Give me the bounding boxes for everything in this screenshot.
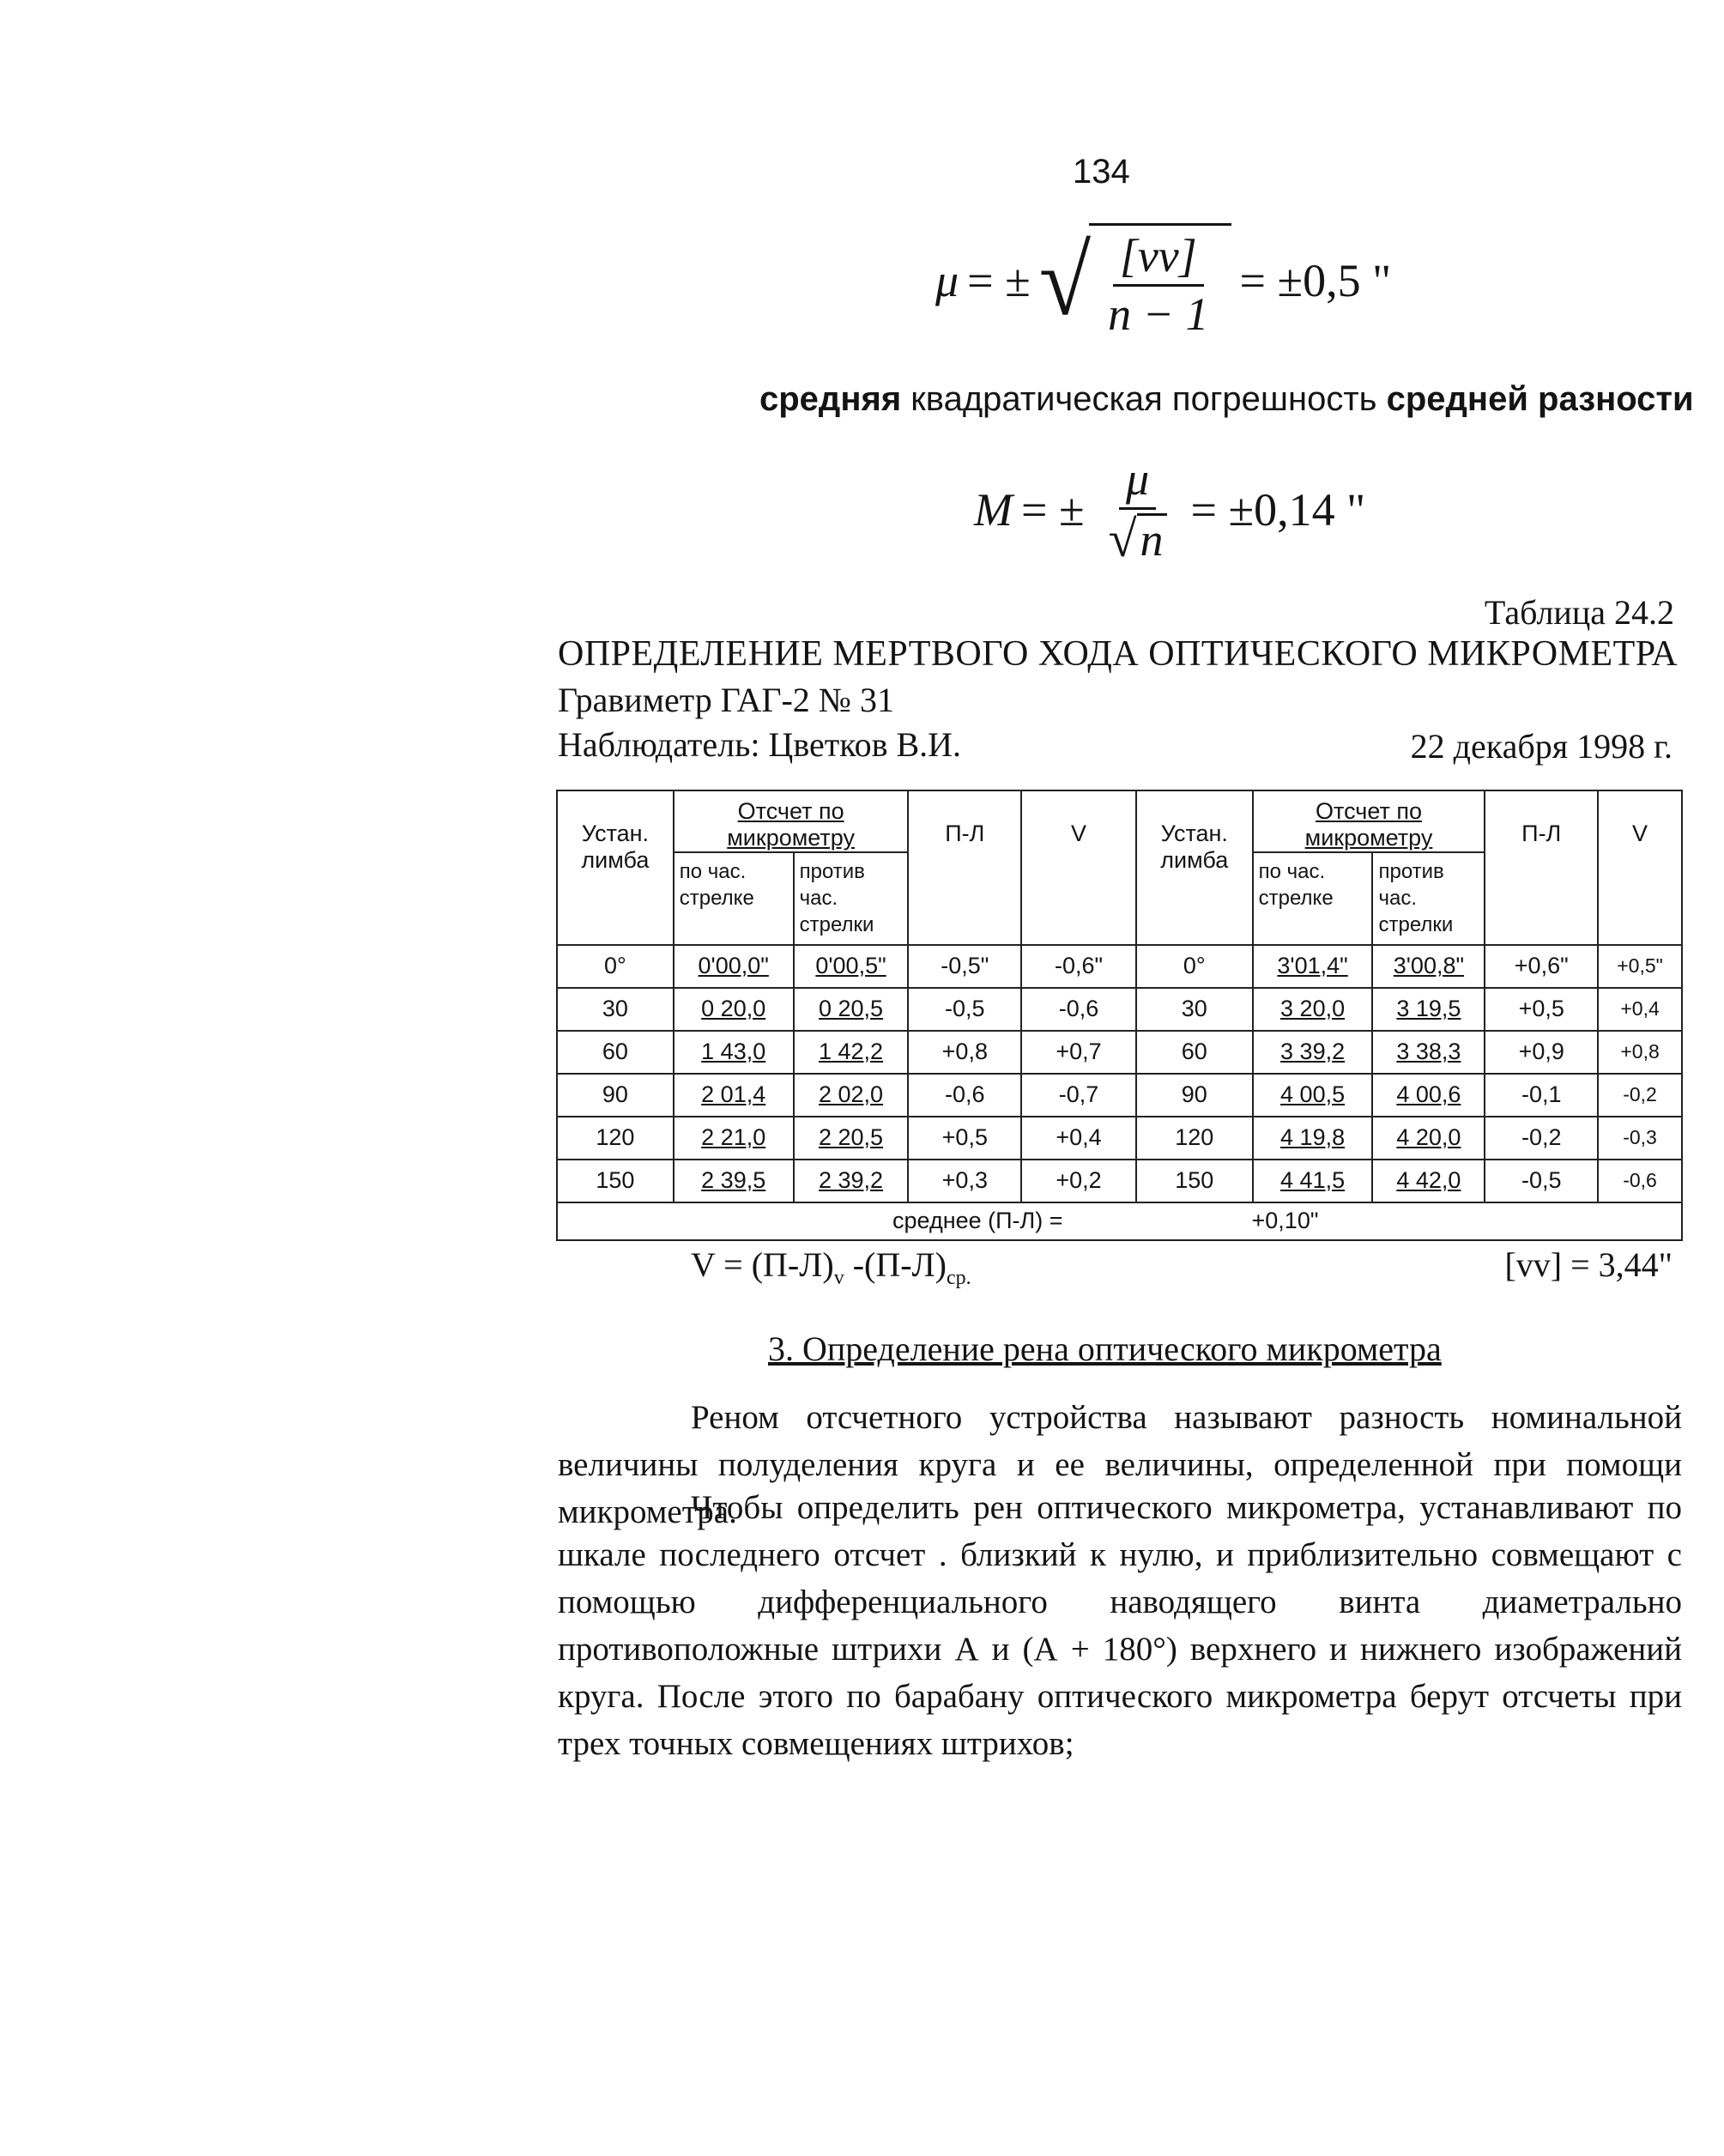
table-cell-right: 90 [1136, 1074, 1253, 1117]
table-cell-left: 120 [557, 1117, 674, 1160]
formula-m-result: = ±0,14 " [1190, 484, 1366, 536]
table-cell-left: +0,2 [1021, 1160, 1136, 1202]
formula-mu [935, 223, 1400, 338]
table-mean-row [557, 1202, 1682, 1240]
table-cell-left: 2 01,4 [674, 1074, 794, 1117]
header-counter-left: против час. стрелки [794, 852, 909, 945]
caption-mean-error [759, 380, 1694, 419]
header-pl-left: П-Л [908, 790, 1021, 945]
table-cell-left: -0,6 [1021, 988, 1136, 1031]
page-number: 134 [1073, 153, 1130, 191]
dead-travel-table [556, 790, 1683, 1241]
table-cell-right: -0,3 [1598, 1117, 1682, 1160]
table-body [557, 945, 1682, 1202]
formula-mu-sqrt [1039, 223, 1231, 338]
table-cell-right: +0,6" [1485, 945, 1598, 988]
formula-m-lhs: M [974, 484, 1013, 536]
formula-mu-radicand [1089, 223, 1231, 338]
table-cell-right: -0,1 [1485, 1074, 1598, 1117]
header-clockwise-right: по час. стрелке [1253, 852, 1373, 945]
header-pl-right: П-Л [1485, 790, 1598, 945]
header-counter-right: против час. стрелки [1372, 852, 1485, 945]
table-cell-left: -0,6 [908, 1074, 1021, 1117]
header-limb-left: Устан. лимба [557, 790, 674, 945]
table-cell-left: 2 02,0 [794, 1074, 909, 1117]
table-row [557, 1074, 1682, 1117]
formula-m-fraction [1102, 455, 1174, 565]
table-cell-right: 4 41,5 [1253, 1160, 1373, 1202]
small-radical-sign-icon: √ [1108, 510, 1137, 567]
table-cell-right: 3'00,8" [1372, 945, 1485, 988]
table-cell-left: -0,5 [908, 988, 1021, 1031]
table-cell-right: 4 00,6 [1372, 1074, 1485, 1117]
paragraph-2: Чтобы определить рен оптического микрометра, устанавливают по шкале последнего отсчет . близкий к нулю, и приблизительно совмещают с помощью дифференциального наводящего винта диаметрально противоположные штрихи А и (А + 180°) верхнего и нижнего изображений круга. После этого по барабану оптического микрометра берут отсчеты при трех точных совмещениях штрихов; [558, 1489, 1682, 1762]
table-cell-right: 3 19,5 [1372, 988, 1485, 1031]
paragraph-1: Реном отсчетного устройства называют разность номинальной величины полуделения круга и ее величины, определенной при помощи микрометра. [558, 1399, 1682, 1530]
table-cell-right: 3 39,2 [1253, 1031, 1373, 1074]
table-cell-left: 1 43,0 [674, 1031, 794, 1074]
table-cell-left: 0'00,5" [794, 945, 909, 988]
table-cell-right: 60 [1136, 1031, 1253, 1074]
table-cell-right: +0,9 [1485, 1031, 1598, 1074]
mean-value: +0,10" [1251, 1208, 1319, 1234]
table-cell-left: 0 20,0 [674, 988, 794, 1031]
table-cell-left: 30 [557, 988, 674, 1031]
table-cell-right: 30 [1136, 988, 1253, 1031]
table-row [557, 945, 1682, 988]
formula-mu-fraction [1101, 232, 1215, 338]
formula-mu-result: = ±0,5 " [1239, 255, 1392, 307]
table-cell-left: 0'00,0" [674, 945, 794, 988]
table-cell-left: 2 20,5 [794, 1117, 909, 1160]
mean-label: среднее (П-Л) = [892, 1208, 1063, 1234]
header-clockwise-left: по час. стрелке [674, 852, 794, 945]
radical-sign-icon: √ [1038, 226, 1092, 336]
table-cell-left: -0,6" [1021, 945, 1136, 988]
note-vv-sum: [vv] = 3,44" [1504, 1245, 1673, 1284]
table-cell-left: 0° [557, 945, 674, 988]
table-cell-left: +0,7 [1021, 1031, 1136, 1074]
table-cell-left: +0,3 [908, 1160, 1021, 1202]
caption-part-3: средней разности [1386, 380, 1694, 418]
formula-m-numerator: μ [1119, 455, 1156, 510]
caption-part-2: квадратическая погрешность [901, 380, 1387, 418]
table-cell-right: 4 42,0 [1372, 1160, 1485, 1202]
table-cell-left: -0,5" [908, 945, 1021, 988]
table-cell-left: 2 39,2 [794, 1160, 909, 1202]
note-v-formula: $V = (П-Л)_v$ $-(П-Л)_{ср.}$ [691, 1245, 971, 1289]
table-cell-left: 60 [557, 1031, 674, 1074]
table-row [557, 1117, 1682, 1160]
table-instrument: Гравиметр ГАГ-2 № 31 [558, 681, 894, 719]
table-cell-right: +0,5" [1598, 945, 1682, 988]
header-reading-right: Отсчет по микрометру [1253, 790, 1485, 852]
table-cell-right: 3'01,4" [1253, 945, 1373, 988]
table-observer: Наблюдатель: Цветков В.И. [558, 725, 962, 764]
table-cell-left: +0,4 [1021, 1117, 1136, 1160]
table-cell-right: 3 20,0 [1253, 988, 1373, 1031]
table-cell-right: -0,2 [1598, 1074, 1682, 1117]
table-cell-left: 90 [557, 1074, 674, 1117]
table-title: ОПРЕДЕЛЕНИЕ МЕРТВОГО ХОДА ОПТИЧЕСКОГО МИКРОМЕТРА [558, 634, 1679, 674]
table-cell-left: 2 39,5 [674, 1160, 794, 1202]
table-cell-left: 1 42,2 [794, 1031, 909, 1074]
table-row [557, 988, 1682, 1031]
table-date: 22 декабря 1998 г. [1410, 727, 1673, 766]
table-cell-right: +0,5 [1485, 988, 1598, 1031]
header-reading-left: Отсчет по микрометру [674, 790, 909, 852]
table-label: Таблица 24.2 [1484, 593, 1674, 632]
table-cell-right: +0,8 [1598, 1031, 1682, 1074]
formula-m-den-value: n [1137, 513, 1167, 565]
table-cell-right: -0,6 [1598, 1160, 1682, 1202]
table-cell-right: 150 [1136, 1160, 1253, 1202]
table-cell-left: +0,8 [908, 1031, 1021, 1074]
header-limb-right: Устан. лимба [1136, 790, 1253, 945]
table-cell-right: 120 [1136, 1117, 1253, 1160]
section-title: 3. Определение рена оптического микрометра [768, 1329, 1442, 1368]
table-cell-right: 0° [1136, 945, 1253, 988]
formula-m-denominator [1102, 510, 1174, 566]
table-row [557, 1031, 1682, 1074]
formula-mu-numerator: [vv] [1113, 232, 1204, 287]
table-cell-right: 3 38,3 [1372, 1031, 1485, 1074]
formula-mu-denominator: n − 1 [1108, 288, 1209, 340]
header-v-right: V [1598, 790, 1682, 945]
table-cell-right: -0,2 [1485, 1117, 1598, 1160]
table-cell-right: +0,4 [1598, 988, 1682, 1031]
table-cell-left: 2 21,0 [674, 1117, 794, 1160]
formula-mu-sign: = ± [967, 255, 1031, 307]
table-cell-left: 0 20,5 [794, 988, 909, 1031]
formula-m-sign: = ± [1020, 484, 1085, 536]
formula-mu-lhs: μ [935, 255, 959, 307]
table-cell-right: 4 20,0 [1372, 1117, 1485, 1160]
table-cell-left: +0,5 [908, 1117, 1021, 1160]
table-cell-right: 4 00,5 [1253, 1074, 1373, 1117]
table-cell-right: 4 19,8 [1253, 1117, 1373, 1160]
caption-part-1: средняя [759, 380, 902, 418]
table-cell-left: -0,7 [1021, 1074, 1136, 1117]
table-cell-left: 150 [557, 1160, 674, 1202]
table-row [557, 1160, 1682, 1202]
formula-m [974, 455, 1374, 565]
header-v-left: V [1021, 790, 1136, 945]
table-cell-right: -0,5 [1485, 1160, 1598, 1202]
